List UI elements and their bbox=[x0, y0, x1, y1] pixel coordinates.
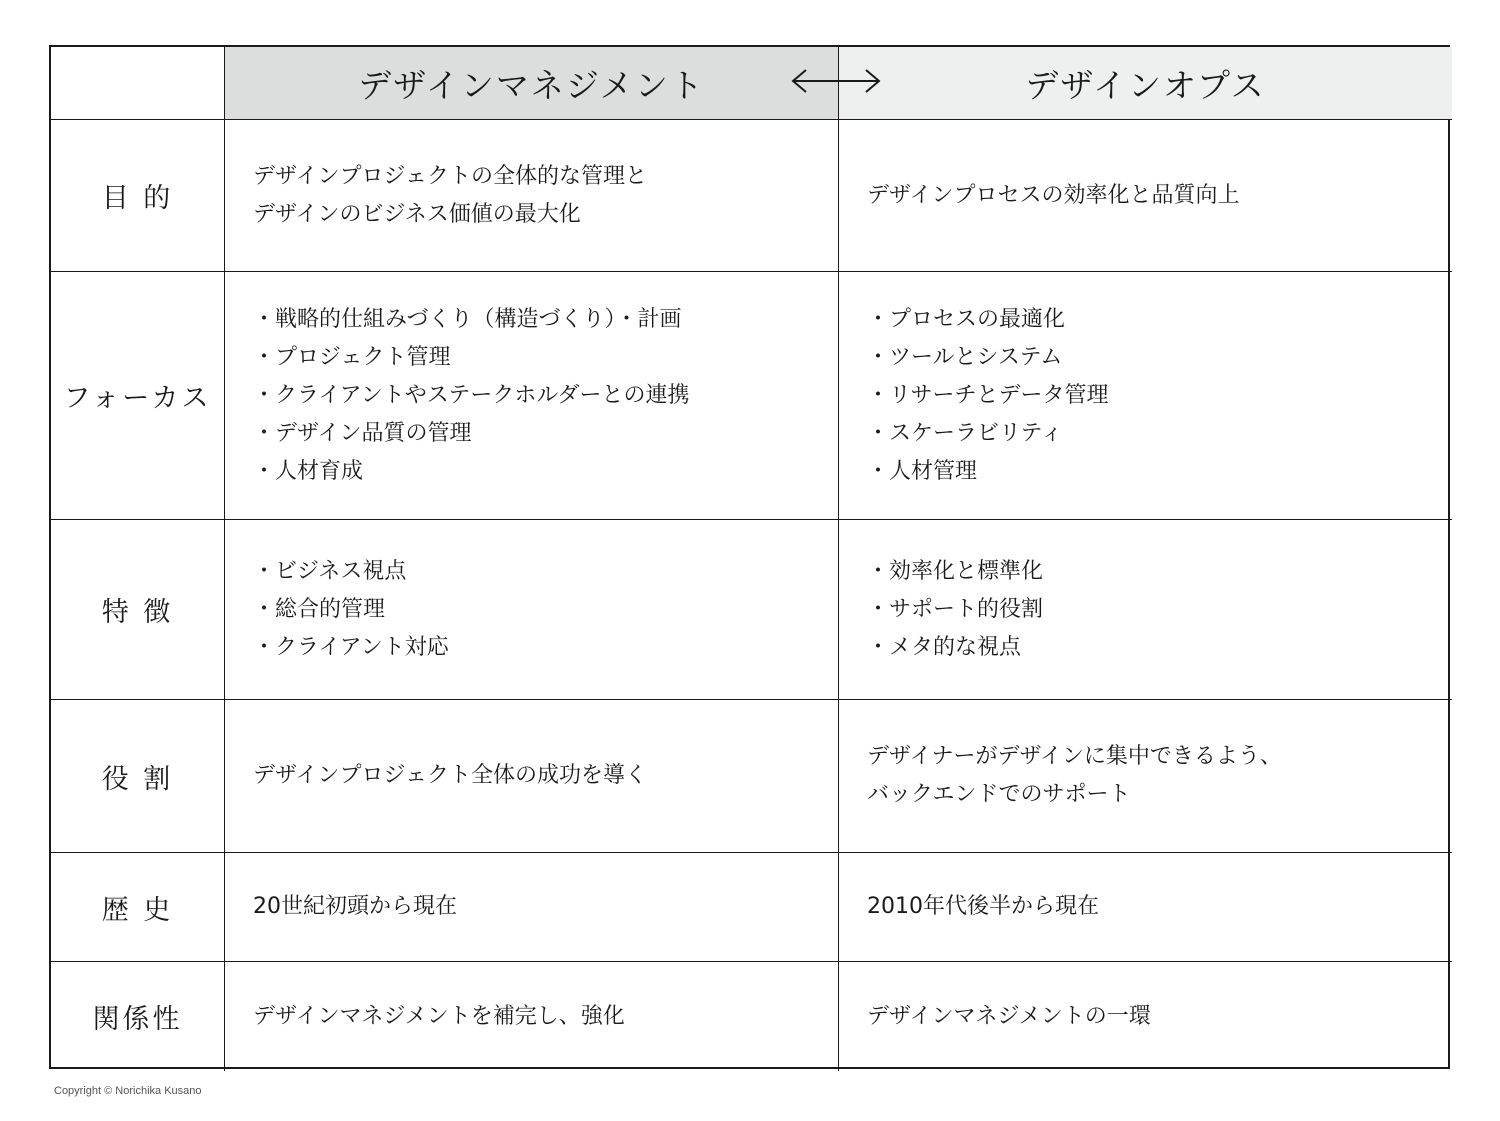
row-label-characteristics: 特 徴 bbox=[51, 520, 225, 700]
row-label-purpose: 目 的 bbox=[51, 120, 225, 272]
row-label-role: 役 割 bbox=[51, 700, 225, 853]
header-design-ops-label: デザインオプス bbox=[1025, 65, 1266, 105]
text-line: デザイナーがデザインに集中できるよう、 bbox=[867, 744, 1282, 769]
management-role-cell bbox=[225, 700, 839, 853]
text-line: バックエンドでのサポート bbox=[867, 782, 1131, 807]
bullet-list bbox=[253, 301, 689, 491]
text-line: デザインマネジメントを補完し、強化 bbox=[253, 1003, 625, 1029]
list-item: ・ デザイン品質の管理 bbox=[253, 415, 689, 453]
row-label-relationship: 関係性 bbox=[51, 962, 225, 1071]
list-item: ・ サポート的役割 bbox=[867, 591, 1043, 629]
management-focus-cell bbox=[225, 272, 839, 520]
list-item: ・ クライアントやステークホルダーとの連携 bbox=[253, 377, 689, 415]
row-label-focus: フォーカス bbox=[51, 272, 225, 520]
text-line: デザインマネジメントの一環 bbox=[867, 1003, 1151, 1029]
ops-purpose-cell bbox=[839, 120, 1452, 272]
ops-characteristics-cell bbox=[839, 520, 1452, 700]
management-relationship-cell bbox=[225, 962, 839, 1071]
list-item: ・ プロセスの最適化 bbox=[867, 301, 1109, 339]
text-line: 20世紀初頭から現在 bbox=[253, 894, 457, 919]
double-headed-arrow-icon bbox=[788, 65, 884, 97]
list-item: ・ 戦略的仕組みづくり（構造づくり）・計画 bbox=[253, 301, 689, 339]
comparison-table bbox=[49, 45, 1450, 1069]
text-line: デザインのビジネス価値の最大化 bbox=[253, 201, 581, 227]
management-characteristics-cell bbox=[225, 520, 839, 700]
header-corner-cell bbox=[51, 47, 225, 120]
management-purpose-cell bbox=[225, 120, 839, 272]
text-line: 2010年代後半から現在 bbox=[867, 894, 1099, 919]
header-design-ops bbox=[839, 47, 1452, 120]
list-item: ・ ツールとシステム bbox=[867, 339, 1109, 377]
list-item: ・ 人材育成 bbox=[253, 453, 689, 491]
list-item: ・ ビジネス視点 bbox=[253, 553, 449, 591]
bullet-list bbox=[253, 553, 449, 667]
ops-role-cell bbox=[839, 700, 1452, 853]
ops-focus-cell bbox=[839, 272, 1452, 520]
list-item: ・ リサーチとデータ管理 bbox=[867, 377, 1109, 415]
list-item: ・ 総合的管理 bbox=[253, 591, 449, 629]
bullet-list bbox=[867, 301, 1109, 491]
row-label-history: 歴 史 bbox=[51, 853, 225, 962]
list-item: ・ プロジェクト管理 bbox=[253, 339, 689, 377]
management-history-cell bbox=[225, 853, 839, 962]
list-item: ・ スケーラビリティ bbox=[867, 415, 1109, 453]
bullet-list bbox=[867, 553, 1043, 667]
text-line: デザインプロセスの効率化と品質向上 bbox=[867, 182, 1240, 208]
header-design-management bbox=[225, 47, 839, 120]
list-item: ・ クライアント対応 bbox=[253, 629, 449, 667]
text-line: デザインプロジェクトの全体的な管理と bbox=[253, 163, 648, 189]
ops-history-cell bbox=[839, 853, 1452, 962]
list-item: ・ 人材管理 bbox=[867, 453, 1109, 491]
list-item: ・ 効率化と標準化 bbox=[867, 553, 1043, 591]
copyright-notice: Copyright © Norichika Kusano bbox=[54, 1085, 202, 1097]
header-design-management-label: デザインマネジメント bbox=[358, 65, 705, 105]
list-item: ・ メタ的な視点 bbox=[867, 629, 1043, 667]
text-line: デザインプロジェクト全体の成功を導く bbox=[253, 763, 648, 788]
ops-relationship-cell bbox=[839, 962, 1452, 1071]
